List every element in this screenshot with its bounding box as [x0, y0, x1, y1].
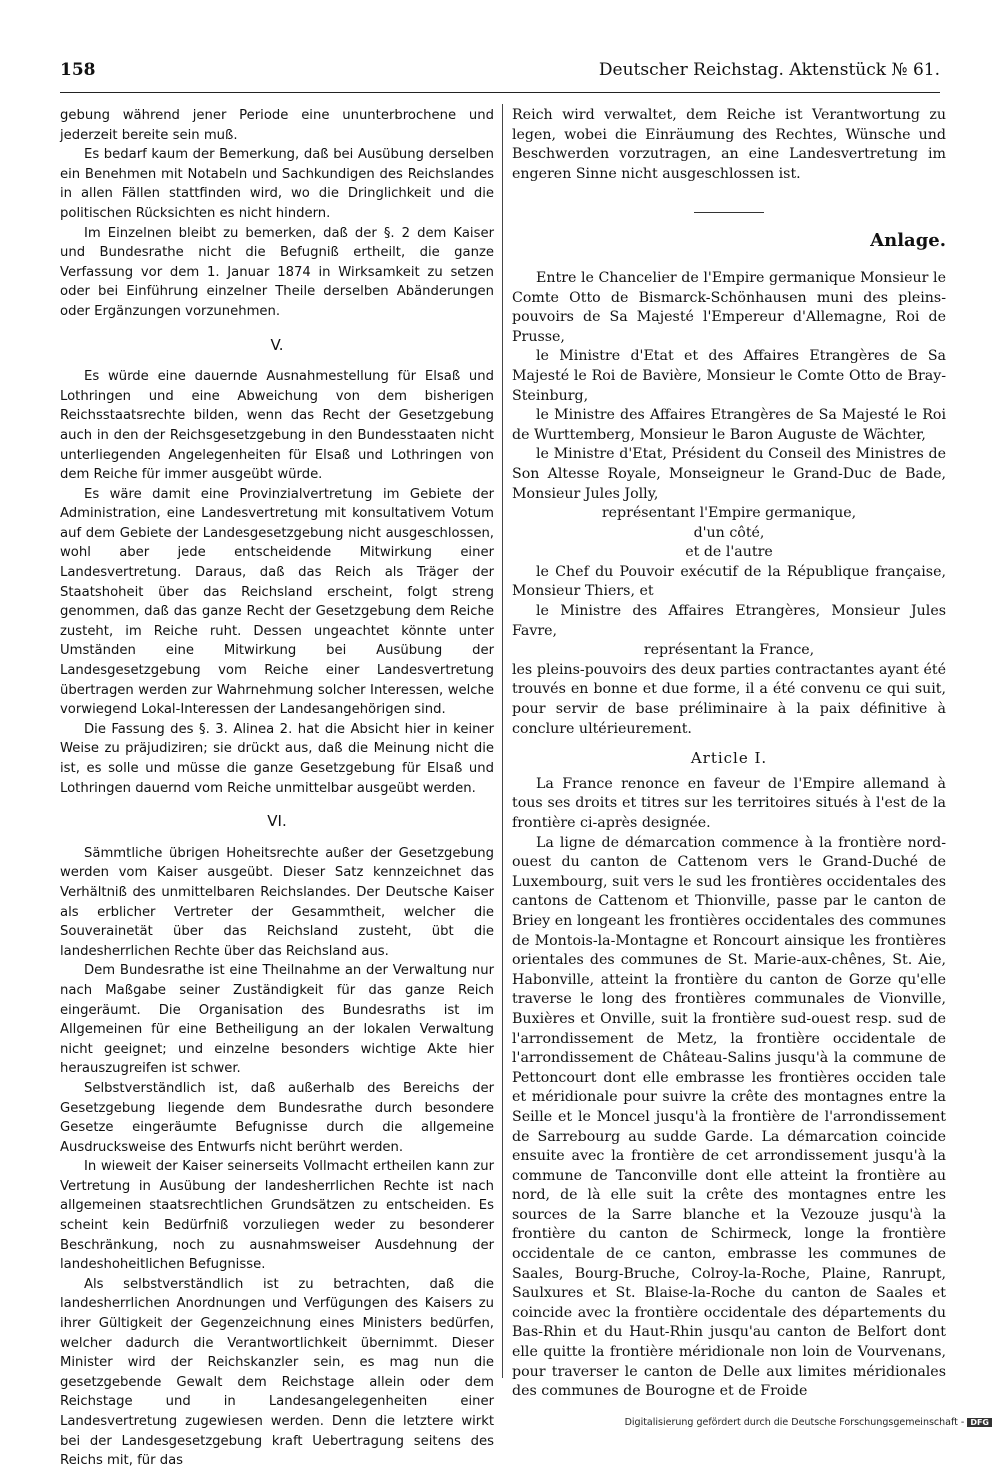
paragraph: gebung während jener Periode eine ununterbrochene und jederzeit bereite sein muß. — [60, 108, 494, 143]
footer-text: Digitalisierung gefördert durch die Deutsche Forschungsgemeinschaft - — [624, 1417, 965, 1428]
column-divider — [502, 104, 503, 1378]
page-number: 158 — [60, 60, 96, 80]
paragraph: Im Einzelnen bleibt zu bemerken, daß der §. 2 dem Kaiser und Bundesrathe nicht die Befugniß ertheilt, die ganze Verfassung vor dem 1. Januar 1874 in Wirksamkeit zu setzen oder bei Einführung einzelner Theile derselben Abänderungen oder Ergänzungen vorzunehmen. — [60, 225, 494, 319]
footer-credit — [625, 1417, 992, 1428]
paragraph: le Ministre des Affaires Etrangères de Sa Majesté le Roi de Wurttemberg, Monsieur le Baron Auguste de Wächter, — [512, 407, 946, 443]
paragraph: Als selbstverständlich ist zu betrachten, daß die landesherrlichen Anordnungen und Verfügungen des Kaisers zu ihrer Gültigkeit der Gegenzeichnung eines Ministers bedürfen, welcher dadurch die Verantwortlichkeit übernimmt. Dieser Minister wird der Reichskanzler sein, es mag nun die gesetzgebende Gewalt dem Reichstage allein oder dem Reichstage und in Landesangelegenheiten einer Landesvertretung zugewiesen werden. Denn die letztere wirkt bei der Landesgesetzgebung kraft Uebertragung seitens des Reichs mit, für das — [60, 1276, 494, 1469]
paragraph: le Chef du Pouvoir exécutif de la République française, Monsieur Thiers, et — [512, 563, 946, 600]
paragraph: les pleins-pouvoirs des deux parties contractantes ayant été trouvés en bonne et due forme, il a été convenu ce qui suit, pour servir de base préliminaire à la paix définitive à conclure ultérieurement. — [512, 661, 946, 737]
article-heading: Article I. — [690, 749, 768, 768]
paragraph: Es bedarf kaum der Bemerkung, daß bei Ausübung derselben ein Benehmen mit Notabeln und Sachkundigen des Reichslandes in allen Fällen stattfinden wird, wo die Dringlichkeit und die politischen Rücksichten es nicht hindern. — [60, 147, 494, 221]
paragraph: le Ministre d'Etat, Président du Conseil des Ministres de Son Altesse Royale, Monseigneur le Grand-Duc de Bade, Monsieur Jules Jolly, — [512, 446, 946, 502]
centered-line: représentant la France, — [643, 642, 815, 659]
paragraph: le Ministre des Affaires Etrangères, Monsieur Jules Favre, — [512, 603, 946, 639]
section-heading: V. — [270, 335, 284, 354]
annex-heading: Anlage. — [870, 230, 946, 252]
paragraph: Reich wird verwaltet, dem Reiche ist Verantwortung zu legen, wobei die Einräumung des Rechtes, Wünsche und Beschwerden vorzutragen, an eine Landesvertretung im engeren Sinne nicht ausgeschlossen ist. — [512, 107, 946, 182]
paragraph: Entre le Chancelier de l'Empire germanique Monsieur le Comte Otto de Bismarck-Schönhausen muni des pleins-pouvoirs de Sa Majesté l'Empereur d'Allemagne, Roi de Prusse, — [512, 269, 946, 345]
right-column — [512, 106, 946, 1402]
paragraph: Sämmtliche übrigen Hoheitsrechte außer der Gesetzgebung werden vom Kaiser ausgeübt. Dieser Satz kennzeichnet das Verhältniß des unmittelbaren Reichslandes. Der Deutsche Kaiser als erblicher Vertreter der Gesammtheit, welcher die Souverainetät über das Reichsland zusteht, übt die landesherrlichen Rechte über das Reichsland aus. — [60, 845, 494, 959]
paragraph: le Ministre d'Etat et des Affaires Etrangères de Sa Majesté le Roi de Bavière, Monsieur le Comte Otto de Bray-Steinburg, — [512, 348, 946, 404]
paragraph: Es wäre damit eine Provinzialvertretung im Gebiete der Administration, eine Landesvertretung mit konsultativem Votum auf dem Gebiete der Landesgesetzgebung nicht ausgeschlossen, wohl aber jede entscheidende Mitwirkung einer Landesvertretung. Daraus, daß das Reich als Träger der Staatshoheit über das Reichsland erscheint, folgt streng genommen, daß das ganze Recht der Gesetzgebung dem Reiche zusteht, im Reiche ruht. Dessen ungeachtet könnte unter Umständen eine Mitwirkung bei Ausübung der Landesgesetzgebung vom Reiche einer Landesvertretung übertragen werden zur Wahrnehmung solcher Interessen, welche vorwiegend Lokal-Interessen der Landesangehörigen sind. — [60, 486, 494, 718]
paragraph: La ligne de démarcation commence à la frontière nord-ouest du canton de Cattenom vers le Grand-Duché de Luxembourg, suit vers le sud les frontières occidentales des cantons de Cattenom et Thionville, passe par le canton de Briey en longeant les frontières occidentales des communes de Montois-la-Montagne et Roncourt ainsique les frontières orientales des communes de St. Marie-aux-chênes, St. Aie, Habonville, atteint la frontière du canton de Gorze qu'elle traverse le long des frontières communales de Vionville, Buxières et Onville, suit la frontière sud-ouest resp. sud de l'arrondissement de Metz, la frontière occidentale de l'arrondissement de Château-Salins jusqu'à la commune de Pettoncourt dont elle embrasse les frontières occiden tale et méridionale pour suivre la crête des montagnes entre la Seille et le Moncel jusqu'à la frontière de l'arrondissement de Sarrebourg au sudde Garde. La démarcation coincide ensuite avec la frontière de cet arrondissement jusqu'à la commune de Tanconville dont elle atteint la frontière au nord, de là elle suit la crête des montagnes entre les sources de la Sarre blanche et la Vezouze jusqu'à la frontière du canton de Schirmeck, longe la frontière occidentale de ce canton, embrasse les communes de Saales, Bourg-Bruche, Colroy-la-Roche, Plaine, Ranrupt, Saulxures et St. Blaise-la-Roche du canton de Saales et coincide avec la frontière occidentale des départements du Bas-Rhin et du Haut-Rhin jusqu'au canton de Belfort dont elle quitte la frontière méridionale non loin de Vourvenans, pour traverser le canton de Delle aux limites méridionales des communes de Bourogne et de Froide — [512, 834, 946, 1400]
running-title: Deutscher Reichstag. Aktenstück № 61. — [598, 60, 940, 80]
paragraph: Die Fassung des §. 3. Alinea 2. hat die Absicht hier in keiner Weise zu präjudiziren; sie drückt aus, daß die Meinung nicht die ist, es solle und müsse die ganze Gesetzgebung für Elsaß und Lothringen dauernd vom Reiche unmittelbar ausgeübt werden. — [60, 721, 494, 796]
paragraph: Selbstverständlich ist, daß außerhalb des Bereichs der Gesetzgebung liegende dem Bundesrathe durch besondere Gesetze eingeräumte Befugnisse durch die allgemeine Ausdrucksweise des Entwurfs nicht berührt werden. — [60, 1080, 494, 1155]
header-rule — [60, 92, 940, 93]
centered-line: et de l'autre — [685, 544, 773, 561]
section-heading: VI. — [267, 812, 287, 831]
left-column — [60, 106, 494, 1471]
paragraph: Es würde eine dauernde Ausnahmestellung für Elsaß und Lothringen und eine Abweichung von dem bisherigen Reichsstaatsrechte bilden, wenn das Recht der Gesetzgebung auch in den der Reichsgesetzgebung in den Bundesstaaten nicht unterliegenden Angelegenheiten für Elsaß und Lothringen von dem Reiche für immer ausgeübt würde. — [60, 369, 494, 483]
paragraph: La France renonce en faveur de l'Empire allemand à tous ses droits et titres sur les territoires situés à l'est de la frontière ci-après designée. — [512, 775, 946, 831]
dfg-logo: DFG — [967, 1418, 992, 1427]
page-header — [60, 60, 940, 88]
centered-line: d'un côté, — [693, 524, 765, 541]
separator-rule — [694, 212, 764, 213]
paragraph: Dem Bundesrathe ist eine Theilnahme an der Verwaltung nur nach Maßgabe seiner Zuständigkeit für das ganze Reich eingeräumt. Die Organisation des Bundesraths ist im Allgemeinen für eine Betheiligung an der lokalen Verwaltung nicht geeignet; und einzelne besonders wichtige Akte hier herauszugreifen ist schwer. — [60, 963, 494, 1077]
centered-line: représentant l'Empire germanique, — [601, 505, 857, 522]
paragraph: In wieweit der Kaiser seinerseits Vollmacht ertheilen kann zur Vertretung in Ausübung der landesherrlichen Rechte ist nach allgemeinen staatsrechtlichen Grundsätzen zu entscheiden. Es scheint kein Bedürfniß vorzuliegen weder zu besonderer Beschränkung, noch zu ausnahmsweiser Ausdehnung der landeshoheitlichen Befugnisse. — [60, 1159, 494, 1273]
